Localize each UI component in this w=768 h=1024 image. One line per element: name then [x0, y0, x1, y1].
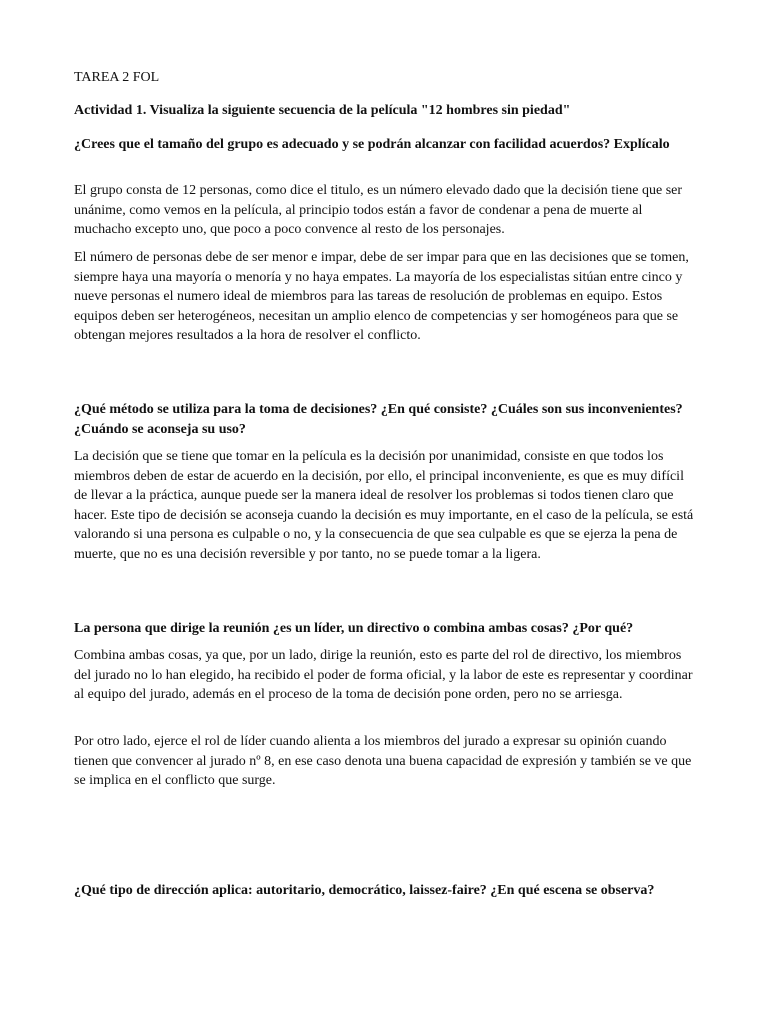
answer-paragraph: El grupo consta de 12 personas, como dice el titulo, es un número elevado dado que la decisión tiene que ser unánime, como vemos en la película, al principio todos están a favor de condenar a pena de muerte al muchacho excepto uno, que poco a poco convence al resto de los personajes. [74, 183, 683, 237]
answer-paragraph: La decisión que se tiene que tomar en la película es la decisión por unanimidad, consiste en que todos los miembros deben de estar de acuerdo en la decisión, por ello, el principal inconveniente, es que es muy difícil de llevar a la práctica, aunque puede ser la manera ideal de resolver los problemas si todos tienen claro que hacer. Este tipo de decisión se aconseja cuando la decisión es muy importante, en el caso de la película, se está valorando si una persona es culpable o no, y la consecuencia de que sea culpable es que se ejerza la pena de muerte, que no es una decisión reversible y por tanto, no se puede tomar a la ligera. [74, 449, 694, 562]
question-leadership-style: ¿Qué tipo de dirección aplica: autoritario, democrático, laissez-faire? ¿En qué escena se observa? [74, 883, 655, 898]
question-group-size: ¿Crees que el tamaño del grupo es adecuado y se podrán alcanzar con facilidad acuerdos? Explícalo [74, 137, 670, 152]
answer-paragraph: Por otro lado, ejerce el rol de líder cuando alienta a los miembros del jurado a expresar su opinión cuando tienen que convencer al jurado nº 8, en ese caso denota una buena capacidad de expresión y también se ve que se implica en el conflicto que surge. [74, 734, 692, 788]
answer-paragraph: Combina ambas cosas, ya que, por un lado, dirige la reunión, esto es parte del rol de directivo, los miembros del jurado no lo han elegido, ha recibido el poder de forma oficial, y la labor de este es representar y coordinar al equipo del jurado, además en el proceso de la toma de decisión pone orden, pero no se arriesga. [74, 648, 693, 702]
question-decision-method: ¿Qué método se utiliza para la toma de decisiones? ¿En qué consiste? ¿Cuáles son sus inconvenientes? ¿Cuándo se aconseja su uso? [74, 402, 683, 437]
answer-paragraph: El número de personas debe de ser menor e impar, debe de ser impar para que en las decisiones que se tomen, siempre haya una mayoría o menoría y no haya empates. La mayoría de los especialistas sitúan entre cinco y nueve personas el numero ideal de miembros para las tareas de resolución de problemas en equipo. Estos equipos deben ser heterogéneos, necesitan un amplio elenco de competencias y ser homogéneos para que se obtengan mejores resultados a la hora de resolver el conflicto. [74, 250, 689, 343]
document-title: TAREA 2 FOL [74, 70, 160, 85]
question-leader-or-manager: La persona que dirige la reunión ¿es un líder, un directivo o combina ambas cosas? ¿Por qué? [74, 621, 634, 636]
activity-heading: Actividad 1. Visualiza la siguiente secuencia de la película "12 hombres sin piedad" [74, 103, 571, 118]
